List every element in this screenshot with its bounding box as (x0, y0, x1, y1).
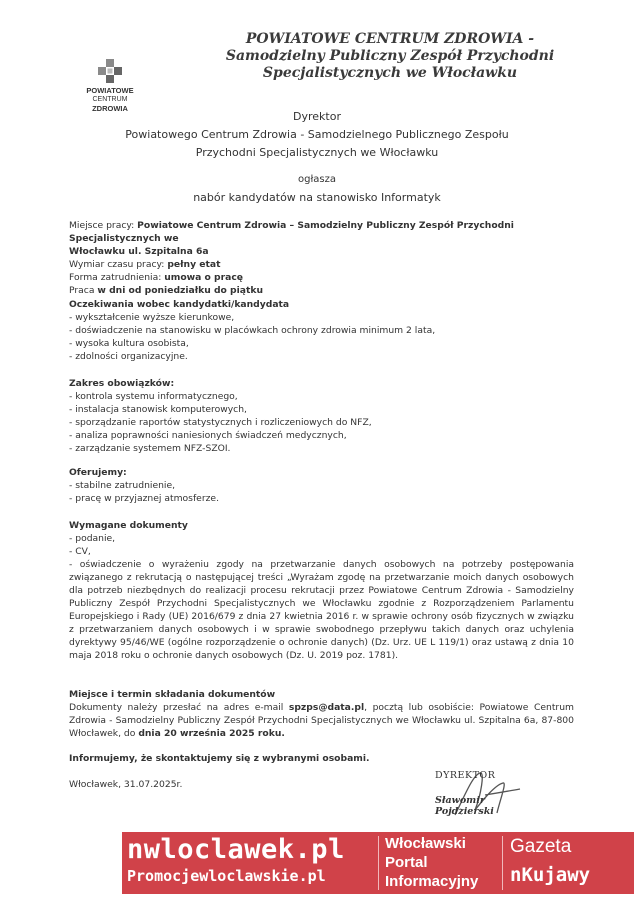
institution-header (200, 31, 580, 82)
logo-line-1: POWIATOWE (86, 86, 134, 95)
banner-portal-3: Informacyjny (385, 873, 479, 890)
submission-heading: Miejsce i termin składania dokumentów (69, 689, 276, 700)
days-label: Praca (69, 285, 95, 296)
banner-portal-2: Portal (385, 854, 428, 871)
director-org-1: Powiatowego Centrum Zdrowia - Samodzielnego Publicznego Zespołu (125, 128, 509, 141)
submission-email[interactable]: spzps@data.pl (288, 702, 365, 713)
banner-gazeta-name[interactable]: nKujawy (510, 864, 591, 886)
documents-heading: Wymagane dokumenty (69, 520, 188, 531)
duty-item: - kontrola systemu informatycznego, (69, 391, 238, 402)
days-line (69, 284, 574, 297)
signature-block (435, 770, 545, 817)
duty-item: - sporządzanie raportów statystycznych i rozliczeniowych do NFZ, (69, 417, 372, 428)
document-item: - podanie, (69, 533, 116, 544)
form-line (69, 271, 574, 284)
expectation-item: - zdolności organizacyjne. (69, 351, 188, 362)
expectations-section (69, 298, 574, 363)
form-value: umowa o pracę (164, 272, 244, 283)
banner-gazeta: Gazeta (510, 836, 572, 857)
document-item: - CV, (69, 546, 91, 557)
offer-item: - stabilne zatrudnienie, (69, 480, 176, 491)
submission-deadline: dnia 20 września 2025 roku. (138, 728, 285, 739)
pcz-logo (80, 58, 140, 113)
hours-value: pełny etat (167, 259, 221, 270)
recruitment-subject: nabór kandydatów na stanowisko Informatyk (193, 191, 441, 204)
director-org-2: Przychodni Specjalistycznych we Włocławku (195, 146, 439, 159)
offer-item: - pracę w przyjaznej atmosferze. (69, 493, 220, 504)
submission-text (69, 701, 574, 740)
workplace-value-2: Włocławku ul. Szpitalna 6a (69, 246, 209, 257)
submission-section (69, 688, 574, 740)
hours-line (69, 258, 574, 271)
workplace-value-1: Powiatowe Centrum Zdrowia – Samodzielny Publiczny Zespół Przychodni Specjalistycznych we (69, 220, 514, 244)
days-value: w dni od poniedziałku do piątku (97, 285, 264, 296)
documents-section (69, 519, 574, 662)
workplace-section (69, 219, 574, 297)
header-line-3: Specjalistycznych we Włocławku (262, 65, 518, 81)
contact-notice: Informujemy, że skontaktujemy się z wybranymi osobami. (69, 753, 370, 764)
signature-title: DYREKTOR (435, 770, 496, 781)
banner-portal-1: Włocławski (385, 835, 466, 852)
duty-item: - instalacja stanowisk komputerowych, (69, 404, 247, 415)
banner-site[interactable]: nwloclawek.pl (127, 834, 345, 865)
duty-item: - zarządzanie systemem NFZ-SZOI. (69, 443, 231, 454)
signature-name: Sławomir Pojdzierski (435, 795, 494, 817)
submission-text-2: , pocztą lub osobiście: Powiatowe Centrum Zdrowia - Samodzielny Publiczny Zespół Przychodni Specjalistycznych we Włocławku ul. Szpitalna 6a, 87-800 Włocławek, do (69, 702, 574, 739)
logo-line-2: CENTRUM (92, 96, 128, 103)
banner-promo[interactable]: Promocjewloclawskie.pl (127, 867, 326, 885)
expectation-item: - wykształcenie wyższe kierunkowe, (69, 312, 235, 323)
header-line-2: Samodzielny Publiczny Zespół Przychodni (225, 48, 555, 64)
offer-heading: Oferujemy: (69, 467, 127, 478)
consent-clause: - oświadczenie o wyrażeniu zgody na przetwarzanie danych osobowych na potrzeby postępowania związanego z rekrutacją o następującej treści „Wyrażam zgodę na przetwarzanie moich danych osobowych dla potrzeb niezbędnych do realizacji procesu rekrutacji przez Powiatowe Centrum Zdrowia - Samodzielny Publiczny Zespół Przychodni Specjalistycznych we Włocławku zgodnie z Rozporządzeniem Parlamentu Europejskiego i Rady (UE) 2016/679 z dnia 27 kwietnia 2016 r. w sprawie ochrony osób fizycznych w związku z przetwarzaniem danych osobowych i w sprawie swobodnego przepływu takich danych oraz uchylenia dyrektywy 95/46/WE (ogólne rozporządzenie o ochronie danych) (Dz. Urz. UE L 119/1) oraz ustawą z dnia 10 maja 2018 roku o ochronie danych osobowych (Dz. U. 2019 poz. 1781). (69, 559, 574, 661)
place-date: Włocławek, 31.07.2025r. (69, 779, 183, 790)
cross-logo-icon (97, 58, 123, 84)
duty-item: - analiza poprawności naniesionych świadczeń medycznych, (69, 430, 347, 441)
expectation-item: - doświadczenie na stanowisku w placówkach ochrony zdrowia minimum 2 lata, (69, 325, 436, 336)
workplace-line (69, 219, 574, 245)
form-label: Forma zatrudnienia: (69, 272, 162, 283)
banner-portal (385, 834, 478, 891)
watermark-banner (122, 832, 634, 894)
header-line-1: POWIATOWE CENTRUM ZDROWIA - (245, 31, 535, 47)
submission-text-1: Dokumenty należy przesłać na adres e-mail (69, 702, 289, 713)
director-title: Dyrektor (293, 110, 341, 123)
banner-divider (502, 836, 503, 890)
workplace-label: Miejsce pracy: (69, 220, 135, 231)
offer-section (69, 466, 574, 505)
duties-section (69, 377, 574, 455)
expectation-item: - wysoka kultura osobista, (69, 338, 189, 349)
logo-line-3: ZDROWIA (92, 104, 128, 113)
hours-label: Wymiar czasu pracy: (69, 259, 165, 270)
duties-heading: Zakres obowiązków: (69, 378, 175, 389)
announces-text: ogłasza (297, 174, 337, 185)
expectations-heading: Oczekiwania wobec kandydatki/kandydata (69, 299, 290, 310)
banner-divider (378, 836, 379, 890)
